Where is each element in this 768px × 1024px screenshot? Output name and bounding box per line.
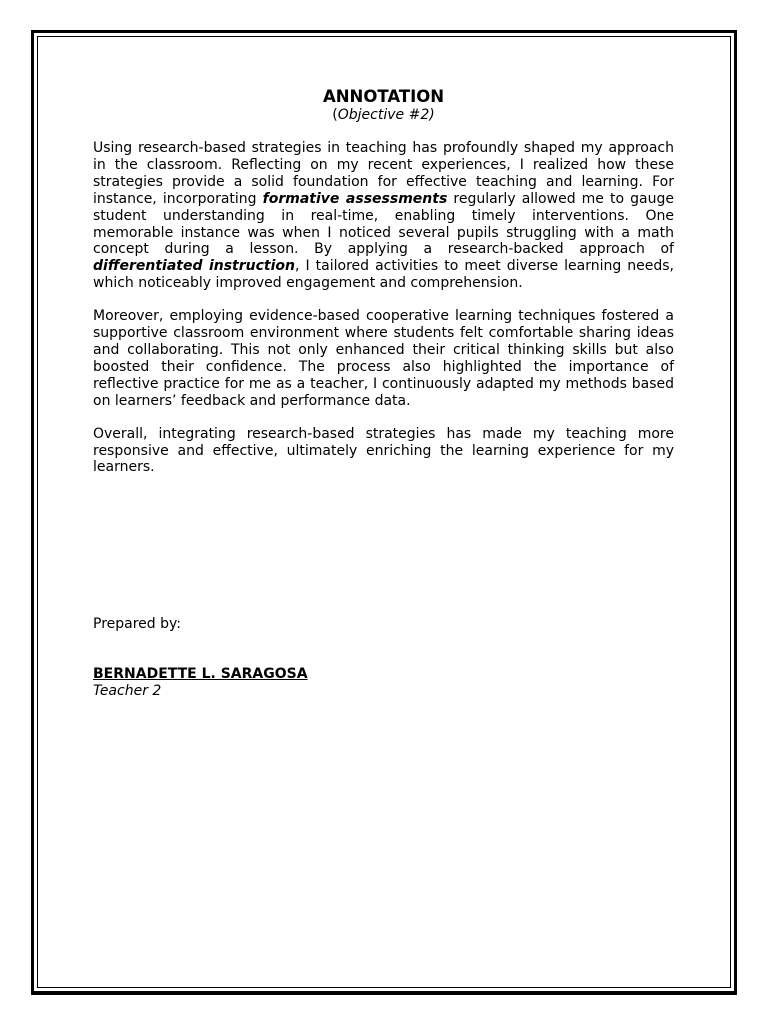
term-differentiated-instruction: differentiated instruction — [93, 258, 295, 275]
document-subtitle — [93, 107, 674, 124]
paragraph-1-text-b: regularly allowed me to gauge student understanding in real-time, enabling timely interventions. One memorable instance was when I noticed several pupils struggling with a math concept during a lesson. By applying a research-backed approach of — [93, 190, 674, 258]
paragraph-1 — [93, 140, 674, 292]
document-title: ANNOTATION — [322, 87, 445, 106]
term-formative-assessments: formative assessments — [262, 190, 448, 207]
subtitle-open-paren: ( — [332, 107, 338, 123]
signer-role: Teacher 2 — [93, 683, 162, 699]
subtitle-objective: Objective #2) — [337, 107, 435, 123]
paragraph-1-text-a: Using research-based strategies in teaching has profoundly shaped my approach in the classroom. Reflecting on my recent experiences, I realized how these strategies provide a solid foundation for effective teaching and learning. For instance, incorporating — [93, 140, 674, 207]
paragraph-3: Overall, integrating research-based strategies has made my teaching more responsive and effective, ultimately enriching the learning experience for my learners. — [93, 425, 674, 476]
prepared-by-label: Prepared by: — [93, 616, 181, 632]
document-body — [93, 86, 674, 492]
paragraph-1-text-c: , I tailored activities to meet diverse learning needs, which noticeably improved engagement and comprehension. — [93, 258, 674, 292]
paragraph-2: Moreover, employing evidence-based cooperative learning techniques fostered a supportive classroom environment where students felt comfortable sharing ideas and collaborating. This not only enhanced their critical thinking skills but also boosted their confidence. The process also highlighted the importance of reflective practice for me as a teacher, I continuously adapted my methods based on learners’ feedback and performance data. — [93, 308, 674, 409]
signer-name: BERNADETTE L. SARAGOSA — [93, 666, 308, 682]
